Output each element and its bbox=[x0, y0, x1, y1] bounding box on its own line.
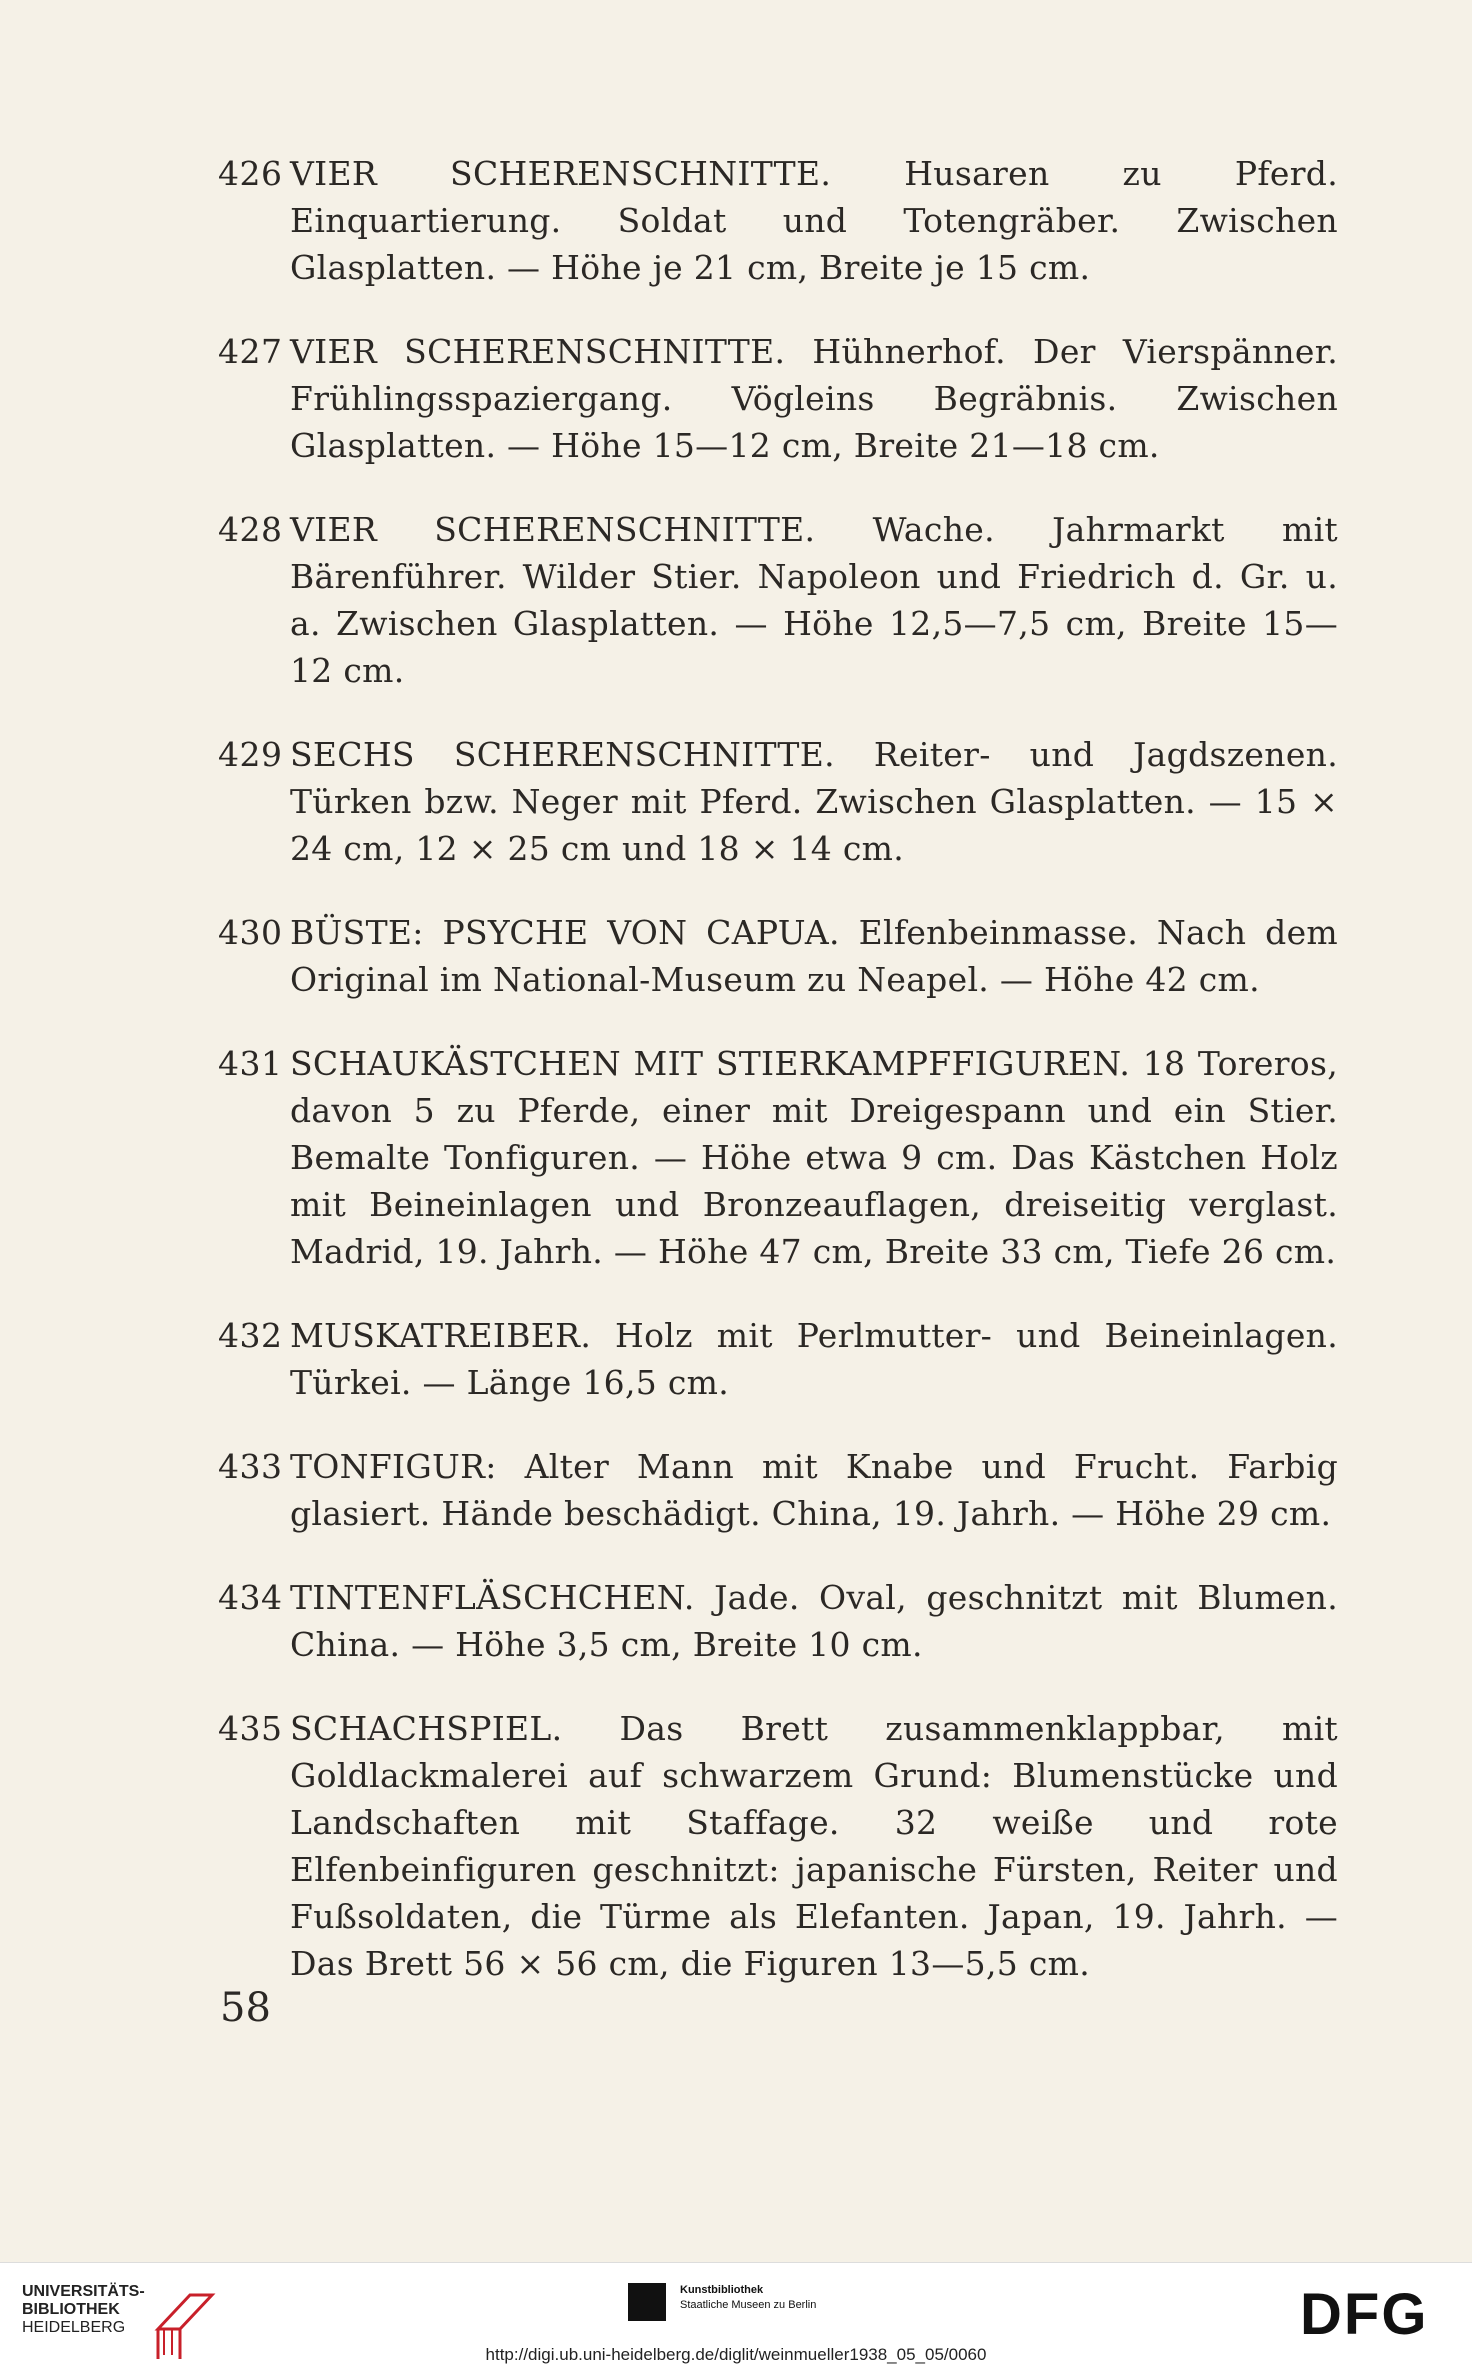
ub-line-2: BIBLIOTHEK bbox=[22, 2301, 120, 2318]
entry-number: 429 bbox=[218, 735, 283, 774]
entry-number: 435 bbox=[218, 1709, 283, 1748]
catalog-entries bbox=[218, 150, 1338, 2024]
entry-text: TONFIGUR: Alter Mann mit Knabe und Frucht. Farbig glasiert. Hände beschädigt. China, 19. Jahrh. — Höhe 29 cm. bbox=[290, 1447, 1338, 1533]
entry-number: 433 bbox=[218, 1447, 283, 1486]
catalog-entry bbox=[218, 1443, 1338, 1537]
catalog-entry bbox=[218, 909, 1338, 1003]
entry-text: TINTENFLÄSCHCHEN. Jade. Oval, geschnitzt mit Blumen. China. — Höhe 3,5 cm, Breite 10 cm. bbox=[290, 1578, 1338, 1664]
dfg-logo[interactable]: DFG bbox=[1300, 2282, 1429, 2347]
kb-logo-text bbox=[680, 2283, 816, 2313]
catalog-entry bbox=[218, 506, 1338, 694]
kb-line-1: Kunstbibliothek bbox=[680, 2284, 764, 2296]
kunstbibliothek-emblem-icon bbox=[628, 2283, 666, 2321]
kunstbibliothek-logo[interactable] bbox=[628, 2283, 868, 2343]
catalog-entry bbox=[218, 1705, 1338, 1987]
catalog-entry bbox=[218, 731, 1338, 872]
entry-text: VIER SCHERENSCHNITTE. Hühnerhof. Der Vierspänner. Frühlingsspaziergang. Vögleins Begräbnis. Zwischen Glasplatten. — Höhe 15—12 cm, Breite 21—18 cm. bbox=[290, 332, 1338, 465]
entry-text: VIER SCHERENSCHNITTE. Wache. Jahrmarkt mit Bärenführer. Wilder Stier. Napoleon und Friedrich d. Gr. u. a. Zwischen Glasplatten. — Höhe 12,5—7,5 cm, Breite 15—12 cm. bbox=[290, 510, 1338, 690]
digitization-footer bbox=[0, 2262, 1472, 2370]
entry-text: SCHACHSPIEL. Das Brett zusammenklappbar, mit Goldlackmalerei auf schwarzem Grund: Blumenstücke und Landschaften mit Staffage. 32 weiße und rote Elfenbeinfiguren geschnitzt: japanische Fürsten, Reiter und Fußsoldaten, die Türme als Elefanten. Japan, 19. Jahrh. — Das Brett 56 × 56 cm, die Figuren 13—5,5 cm. bbox=[290, 1709, 1338, 1983]
source-url-link[interactable]: http://digi.ub.uni-heidelberg.de/diglit/weinmueller1938_05_05/0060 bbox=[485, 2345, 987, 2364]
catalog-entry bbox=[218, 1312, 1338, 1406]
entry-text: BÜSTE: PSYCHE VON CAPUA. Elfenbeinmasse. Nach dem Original im National-Museum zu Neapel. — Höhe 42 cm. bbox=[290, 913, 1338, 999]
entry-number: 434 bbox=[218, 1578, 283, 1617]
catalog-entry bbox=[218, 150, 1338, 291]
entry-number: 426 bbox=[218, 154, 283, 193]
page-number: 58 bbox=[220, 1985, 271, 2031]
entry-number: 430 bbox=[218, 913, 283, 952]
catalog-entry bbox=[218, 1040, 1338, 1275]
entry-text: SCHAUKÄSTCHEN MIT STIERKAMPFFIGUREN. 18 Toreros, davon 5 zu Pferde, einer mit Dreigespann und ein Stier. Bemalte Tonfiguren. — Höhe etwa 9 cm. Das Kästchen Holz mit Beineinlagen und Bronzeauflagen, dreiseitig verglast. Madrid, 19. Jahrh. — Höhe 47 cm, Breite 33 cm, Tiefe 26 cm. bbox=[290, 1044, 1338, 1271]
entry-text: SECHS SCHERENSCHNITTE. Reiter- und Jagdszenen. Türken bzw. Neger mit Pferd. Zwischen Glasplatten. — 15 × 24 cm, 12 × 25 cm und 18 × 14 cm. bbox=[290, 735, 1338, 868]
ub-line-3: HEIDELBERG bbox=[22, 2319, 126, 2336]
ub-line-1: UNIVERSITÄTS- bbox=[22, 2283, 145, 2300]
entry-number: 431 bbox=[218, 1044, 283, 1083]
entry-text: VIER SCHERENSCHNITTE. Husaren zu Pferd. Einquartierung. Soldat und Totengräber. Zwischen Glasplatten. — Höhe je 21 cm, Breite je 15 cm. bbox=[290, 154, 1338, 287]
catalog-entry bbox=[218, 1574, 1338, 1668]
entry-text: MUSKATREIBER. Holz mit Perlmutter- und Beineinlagen. Türkei. — Länge 16,5 cm. bbox=[290, 1316, 1338, 1402]
kb-line-2: Staatliche Museen zu Berlin bbox=[680, 2299, 817, 2311]
catalog-entry bbox=[218, 328, 1338, 469]
entry-number: 432 bbox=[218, 1316, 283, 1355]
entry-number: 428 bbox=[218, 510, 283, 549]
entry-number: 427 bbox=[218, 332, 283, 371]
